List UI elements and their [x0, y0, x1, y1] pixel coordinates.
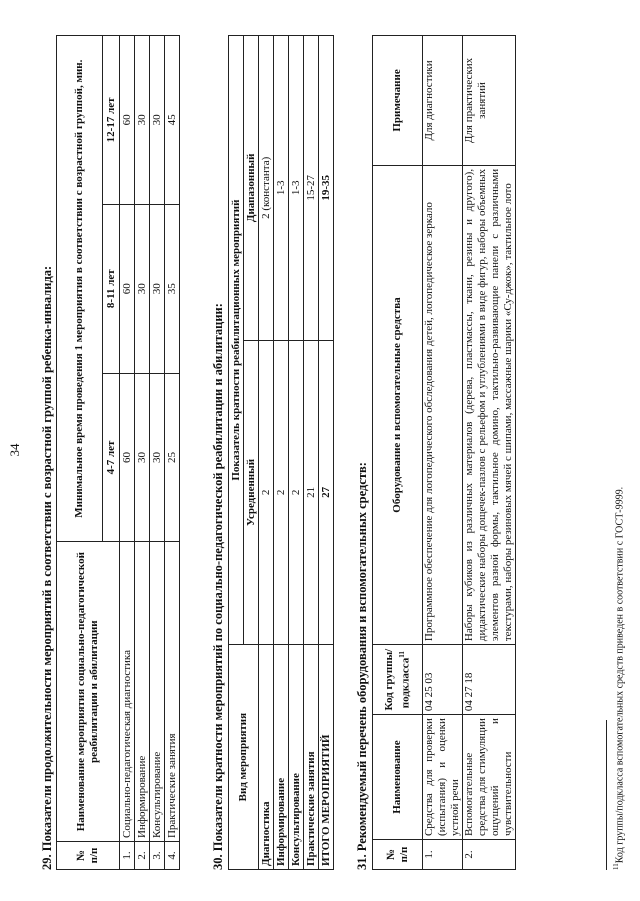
col-header-num: № п/п — [373, 840, 423, 870]
duration-table — [56, 35, 180, 870]
col-header-num: № п/п — [57, 842, 120, 870]
row-range: 15-27 — [304, 36, 319, 341]
row-value-8-11: 60 — [120, 204, 135, 373]
section-29-heading: 29. Показатели продолжительности мероприятий в соответствии с возрастной группой ребенка-инвалида: — [40, 265, 54, 870]
row-name: Вспомогательные средства для стимуляции ощущений и чувствительности — [463, 715, 516, 840]
row-equipment: Наборы кубиков из различных материалов (дерева, пластмассы, ткани, резины и другого), дидактические наборы дощечек-пазлов с рельефом и углублениями в виде фигур, наборы объемных элементов разной формы, тактильное домино, тактильно-развивающие панели с различными текстурами, наборы резиновых мячей с шипами, массажные шарики «Су-джок», тактильное лото — [463, 165, 516, 644]
row-value-4-7: 60 — [120, 373, 135, 542]
row-num: 2. — [463, 840, 516, 870]
col-header-age-8-11: 8-11 лет — [103, 204, 120, 373]
frequency-table — [228, 35, 334, 870]
row-average: 2 — [289, 340, 304, 645]
row-value-8-11: 35 — [165, 204, 180, 373]
col-header-min-time: Минимальное время проведения 1 мероприятия в соответствии с возрастной группой, мин. — [57, 36, 103, 542]
footnote-ref: 11 — [397, 651, 406, 658]
row-code: 04 25 03 — [423, 645, 463, 715]
row-value-8-11: 30 — [135, 204, 150, 373]
row-event-name: Социально-педагогическая диагностика — [120, 542, 135, 842]
row-event-name: Информирование — [135, 542, 150, 842]
row-value-8-11: 30 — [150, 204, 165, 373]
row-value-4-7: 25 — [165, 373, 180, 542]
row-num: 3. — [150, 842, 165, 870]
table-row — [423, 36, 463, 870]
row-value-4-7: 30 — [135, 373, 150, 542]
col-header-age-4-7: 4-7 лет — [103, 373, 120, 542]
row-average: 2 — [259, 340, 274, 645]
row-event-type: Диагностика — [259, 645, 274, 870]
row-range: 2 (константа) — [259, 36, 274, 341]
footnote-text: Код группы/подкласса вспомогательных средств приведен в соответствии с ГОСТ-9999. — [614, 486, 626, 864]
row-event-type: Практические занятия — [304, 645, 319, 870]
table-row — [165, 36, 180, 870]
table-row — [120, 36, 135, 870]
table-row — [259, 36, 274, 870]
row-average: 2 — [274, 340, 289, 645]
row-num: 1. — [120, 842, 135, 870]
row-event-type: Информирование — [274, 645, 289, 870]
row-average: 21 — [304, 340, 319, 645]
row-code: 04 27 18 — [463, 645, 516, 715]
row-note: Для практических занятий — [463, 36, 516, 166]
row-range: 1-3 — [274, 36, 289, 341]
footnote-divider — [606, 720, 607, 870]
col-header-average: Усредненный — [244, 340, 259, 645]
col-header-age-12-17: 12-17 лет — [103, 36, 120, 205]
row-value-12-17: 45 — [165, 36, 180, 205]
page-number: 34 — [7, 443, 22, 457]
footnote-marker: 11 — [612, 863, 620, 870]
total-range: 19-35 — [319, 36, 334, 341]
row-equipment: Программное обеспечение для логопедического обследования детей, логопедическое зеркало — [423, 165, 463, 644]
section-31-heading: 31. Рекомендуемый перечень оборудования и вспомогательных средств: — [355, 462, 369, 870]
row-value-12-17: 30 — [135, 36, 150, 205]
table-row — [274, 36, 289, 870]
row-value-12-17: 30 — [150, 36, 165, 205]
row-name: Средства для проверки (испытания) и оценки устной речи — [423, 715, 463, 840]
table-row — [135, 36, 150, 870]
row-num: 4. — [165, 842, 180, 870]
row-range: 1-3 — [289, 36, 304, 341]
col-header-event-name: Наименование мероприятия социально-педагогической реабилитации и абилитации — [57, 542, 120, 842]
section-30-heading: 30. Показатели кратности мероприятий по социально-педагогической реабилитации и абилитации: — [211, 303, 225, 870]
row-note: Для диагностики — [423, 36, 463, 166]
row-num: 1. — [423, 840, 463, 870]
table-row — [304, 36, 319, 870]
col-header-name: Наименование — [373, 715, 423, 840]
table-row — [289, 36, 304, 870]
row-event-name: Консультирование — [150, 542, 165, 842]
table-row — [150, 36, 165, 870]
row-event-name: Практические занятия — [165, 542, 180, 842]
table-row-total — [319, 36, 334, 870]
col-header-event-type: Вид мероприятия — [229, 645, 259, 870]
total-label: ИТОГО МЕРОПРИЯТИЙ — [319, 645, 334, 870]
row-value-12-17: 60 — [120, 36, 135, 205]
row-event-type: Консультирование — [289, 645, 304, 870]
col-header-equipment: Оборудование и вспомогательные средства — [373, 165, 423, 644]
col-header-note: Примечание — [373, 36, 423, 166]
row-num: 2. — [135, 842, 150, 870]
equipment-table — [372, 35, 516, 870]
row-value-4-7: 30 — [150, 373, 165, 542]
col-header-frequency: Показатель кратности реабилитационных мероприятий — [229, 36, 244, 645]
table-row — [463, 36, 516, 870]
col-header-code — [373, 645, 423, 715]
col-header-range: Диапазонный — [244, 36, 259, 341]
code-header-text: Код группы/подкласса — [382, 648, 412, 711]
total-average: 27 — [319, 340, 334, 645]
footnote — [612, 487, 625, 870]
